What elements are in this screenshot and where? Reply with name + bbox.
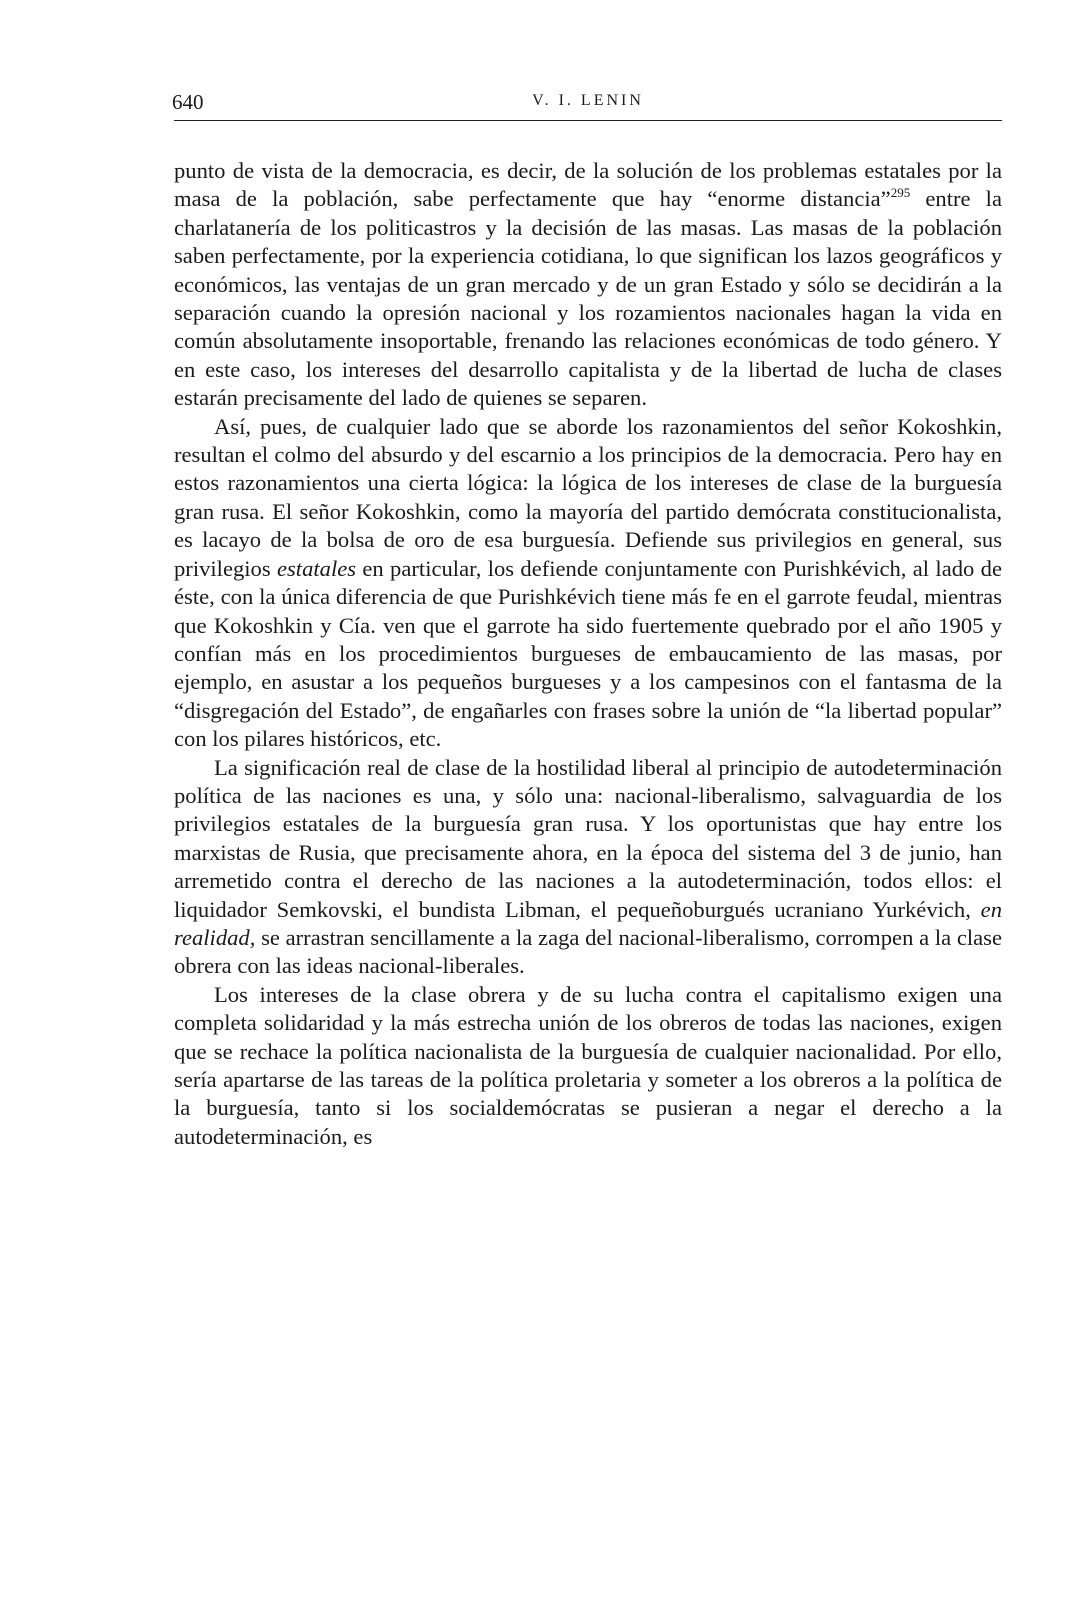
page-number: 640 [172,90,204,114]
paragraph-4 [174,981,1002,1151]
text-span: La significación real de clase de la hostilidad liberal al principio de autodeterminación política de las naciones es una, y sólo una: nacional-liberalismo, salvaguardia de los privilegios estatales de la burguesía gran rusa. Y los oportunistas que hay entre los marxistas de Rusia, que precisamente ahora, en la época del sistema del 3 de junio, han arremetido contra el derecho de las naciones a la autodeterminación, todos ellos: el liquidador Semkovski, el bundista Libman, el pequeñoburgués ucraniano Yurkévich, [174,754,1002,922]
italic-emphasis: estatales [276,555,357,581]
text-span: punto de vista de la democracia, es decir, de la solución de los problemas estatales por la masa de la población, sabe perfectamente que hay “enorme distancia” [174,158,1002,212]
paragraph-1 [174,157,1002,413]
body-text [174,157,1002,1151]
page-header [174,88,1002,121]
italic-emphasis: en realidad, [174,896,1002,950]
book-page [174,88,1002,1151]
text-span: Los intereses de la clase obrera y de su lucha contra el capitalismo exigen una completa solidaridad y la más estrecha unión de los obreros de todas las naciones, exigen que se rechace la política nacionalista de la burguesía de cualquier nacionalidad. Por ello, sería apartarse de las tareas de la política proletaria y someter a los obreros a la política de la burguesía, tanto si los socialdemócratas se pusieran a negar el derecho a la autodeterminación, es [174,981,1002,1149]
text-span: en particular, los defiende conjuntamente con Purishkévich, al lado de éste, con la única diferencia de que Purishkévich tiene más fe en el garrote feudal, mientras que Kokoshkin y Cía. ven que el garrote ha sido fuertemente quebrado por el año 1905 y confían más en los procedimientos burgueses de embaucamiento de las masas, por ejemplo, en asustar a los pequeños burgueses y a los campesinos con el fantasma de la “disgregación del Estado”, de engañarles con frases sobre la unión de “la libertad popular” con los pilares históricos, etc. [174,555,1002,752]
text-span: Así, pues, de cualquier lado que se aborde los razonamientos del señor Kokoshkin, resultan el colmo del absurdo y del escarnio a los principios de la democracia. Pero hay en estos razonamientos una cierta lógica: la lógica de los intereses de clase de la burguesía gran rusa. El señor Kokoshkin, como la mayoría del partido demócrata constitucionalista, es lacayo de la bolsa de oro de esa burguesía. Defiende sus privilegios en general, sus privilegios [174,413,1002,581]
footnote-reference: 295 [890,185,911,201]
text-span: se arrastran sencillamente a la zaga del nacional-liberalismo, corrompen a la clase obrera con las ideas nacional-liberales. [174,924,1002,979]
paragraph-3 [174,754,1002,981]
paragraph-2 [174,413,1002,754]
text-span: entre la charlatanería de los politicastros y la decisión de las masas. Las masas de la población saben perfectamente, por la experiencia cotidiana, lo que significan los lazos geográficos y económicos, las ventajas de un gran mercado y de un gran Estado y sólo se decidirán a la separación cuando la opresión nacional y los rozamientos nacionales hagan la vida en común absolutamente insoportable, frenando las relaciones económicas de todo género. Y en este caso, los intereses del desarrollo capitalista y de la libertad de lucha de clases estarán precisamente del lado de quienes se separen. [174,186,1002,411]
running-head: V. I. LENIN [532,92,644,109]
